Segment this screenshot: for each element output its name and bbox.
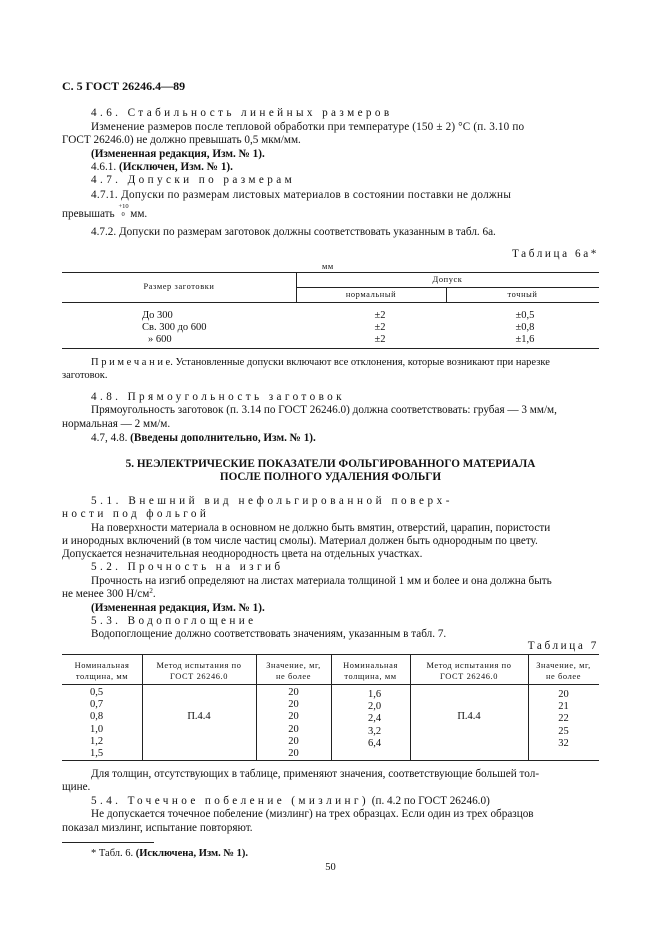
- table-7-cell: 22: [558, 713, 569, 725]
- paragraph-5-1-line3: Допускается незначительная неоднородность цвета на отдельных участках.: [62, 548, 423, 560]
- heading-5-1-line1: 5.1. Внешний вид нефольгированной поверх-: [91, 495, 454, 507]
- heading-5-4: [91, 795, 490, 808]
- paragraph-5-3: Водопоглощение должно соответствовать значениям, указанным в табл. 7.: [91, 628, 447, 640]
- heading-5-4-title: 5.4. Точечное побеление (мизлинг): [91, 795, 369, 807]
- table-7-cell: 20: [288, 687, 299, 698]
- table-6a-cell: ±2: [374, 310, 386, 321]
- heading-5-1-line2: ности под фольгой: [62, 508, 210, 520]
- table-6a-cell: ±2: [374, 334, 386, 346]
- table-7-cell: 3,2: [368, 725, 382, 737]
- table-6a-size-column: [142, 310, 207, 347]
- paragraph-after-table-7-line1: Для толщин, отсутствующих в таблице, применяют значения, соответствующие большей тол-: [91, 768, 540, 780]
- table-7-cell: 20: [288, 747, 299, 759]
- table-6a-note-line2: заготовок.: [62, 370, 108, 381]
- table-7-cell: 2,0: [368, 701, 382, 713]
- table-6a-cell: До 300: [142, 310, 173, 321]
- table-6a-header-normal: нормальный: [345, 290, 397, 299]
- table-7-header-value-left: Значение, мг, не более: [266, 661, 321, 681]
- table-7-cell: 1,5: [90, 747, 104, 759]
- table-7-right-method: П.4.4: [457, 711, 481, 722]
- paragraph-4-6-line1: Изменение размеров после тепловой обработки при температуре (150 ± 2) °С (п. 3.10 по: [91, 121, 525, 133]
- paragraph-4-8-line2: нормальная — 2 мм/м.: [62, 418, 171, 430]
- table-7-header-method-right: Метод испытания по ГОСТ 26246.0: [426, 661, 512, 681]
- heading-4-6: 4.6. Стабильность линейных размеров: [91, 107, 393, 119]
- paragraph-5-1-line1: На поверхности материала в основном не должно быть вмятин, отверстий, царапин, пористости: [91, 522, 551, 534]
- paragraph-4-8-line1: Прямоугольность заготовок (п. 3.14 по ГОСТ 26246.0) должна соответствовать: грубая — 3 мм/м,: [91, 404, 557, 416]
- table-7-cell: 20: [288, 699, 299, 711]
- heading-5-3: 5.3. Водопоглощение: [91, 615, 257, 627]
- edit-note-4-6: (Измененная редакция, Изм. № 1).: [91, 148, 265, 160]
- table-6a-header-tolerance: Допуск: [432, 275, 463, 284]
- added-note-4-7-4-8: 4.7, 4.8. (Введены дополнительно, Изм. № 1).: [91, 432, 316, 444]
- table-7-left-thickness: [90, 687, 103, 760]
- table-6a-header-precise: точный: [507, 290, 538, 299]
- table-7-header-value-right: Значение, мг, не более: [536, 661, 591, 681]
- table-6a-cell: ±1,6: [515, 334, 535, 346]
- table-6a-caption: Таблица 6а*: [511, 248, 599, 260]
- tolerance-upper: +10: [118, 203, 129, 210]
- superscript: 2: [149, 587, 153, 595]
- table-6a-note-line1: П р и м е ч а н и е. Установленные допуски включают все отклонения, которые возникают при нарезке: [91, 357, 550, 368]
- table-7-cell: 0,8: [90, 711, 104, 723]
- heading-4-8: 4.8. Прямоугольность заготовок: [91, 391, 346, 403]
- paragraph-4-7-1-line1: 4.7.1. Допуски по размерам листовых материалов в состоянии поставки не должны: [91, 189, 512, 201]
- edit-note-5-2: (Измененная редакция, Изм. № 1).: [91, 602, 265, 614]
- table-7-right-values: [528, 689, 599, 750]
- heading-4-7: 4.7. Допуски по размерам: [91, 174, 296, 186]
- table-7-cell: 25: [558, 725, 569, 737]
- table-7-cell: 32: [558, 737, 569, 749]
- table-7-cell: 20: [288, 723, 299, 735]
- table-6a-cell: ±2: [374, 322, 386, 334]
- tolerance-lower: 0: [121, 211, 125, 218]
- table-6a-cell: ±0,5: [515, 310, 535, 321]
- table-7-cell: 1,2: [90, 735, 104, 747]
- paragraph-4-6-1: 4.6.1. (Исключен, Изм. № 1).: [91, 161, 233, 173]
- paragraph-5-1-line2: и инородных включений (в том числе частиц смолы). Материал должен быть однородным по цвету.: [62, 535, 538, 547]
- table-6a-cell: ±0,8: [515, 322, 535, 334]
- table-7-header-thickness-left: Номинальная толщина, мм: [74, 661, 130, 681]
- table-6a-unit: мм: [322, 262, 334, 271]
- table-7-cell: 6,4: [368, 737, 382, 749]
- table-7-cell: 0,5: [90, 687, 104, 698]
- paragraph-after-table-7-line2: щине.: [62, 781, 91, 793]
- table-7-cell: 2,4: [368, 713, 382, 725]
- table-7-right-thickness: [368, 689, 381, 750]
- table-7-caption: Таблица 7: [527, 640, 599, 652]
- tolerance-stack: [117, 203, 129, 220]
- footnote: * Табл. 6. (Исключена, Изм. № 1).: [91, 848, 248, 859]
- table-7-cell: 1,6: [368, 689, 382, 700]
- heading-5-4-ref: (п. 4.2 по ГОСТ 26246.0): [371, 795, 490, 807]
- footnote-separator: [62, 842, 154, 843]
- paragraph-5-4-line2: показал мизлинг, испытание повторяют.: [62, 822, 253, 834]
- table-7-left-values: [256, 687, 331, 760]
- paragraph-4-7-1-line2: [62, 203, 148, 221]
- paragraph-5-4-line1: Не допускается точечное побеление (мизлинг) на трех образцах. Если один из трех образцов: [91, 808, 534, 820]
- heading-5-2: 5.2. Прочность на изгиб: [91, 561, 284, 573]
- table-7-cell: 20: [288, 735, 299, 747]
- tolerance-prefix: превышать: [62, 208, 115, 220]
- table-7-header-thickness-right: Номинальная толщина, мм: [343, 661, 398, 681]
- table-7-cell: 20: [558, 689, 569, 700]
- paragraph-5-2-line1: Прочность на изгиб определяют на листах материала толщиной 1 мм и более и она должна быть: [91, 575, 552, 587]
- table-7-left-method: П.4.4: [187, 711, 211, 722]
- paragraph-5-2-line2: [62, 588, 156, 602]
- period: .: [152, 588, 156, 600]
- table-6a-header-size: Размер заготовки: [143, 282, 215, 291]
- section-5-title-line1: 5. НЕЭЛЕКТРИЧЕСКИЕ ПОКАЗАТЕЛИ ФОЛЬГИРОВАННОГО МАТЕРИАЛА: [125, 458, 536, 470]
- table-6a-cell: Св. 300 до 600: [142, 322, 207, 334]
- table-7-cell: 21: [558, 701, 569, 713]
- table-7-header-method-left: Метод испытания по ГОСТ 26246.0: [156, 661, 242, 681]
- page-number: 50: [325, 862, 336, 873]
- section-5-title-line2: ПОСЛЕ ПОЛНОГО УДАЛЕНИЯ ФОЛЬГИ: [219, 471, 442, 483]
- table-7-cell: 20: [288, 711, 299, 723]
- table-6a-precise-column: [485, 310, 565, 347]
- page-header: С. 5 ГОСТ 26246.4—89: [62, 79, 186, 93]
- table-6a-normal-column: [340, 310, 420, 347]
- table-6a-cell: » 600: [148, 334, 172, 346]
- table-7-cell: 0,7: [90, 699, 104, 711]
- paragraph-4-7-2: 4.7.2. Допуски по размерам заготовок должны соответствовать указанным в табл. 6а.: [91, 226, 496, 238]
- tolerance-suffix: мм.: [130, 208, 148, 220]
- table-7-cell: 1,0: [90, 723, 104, 735]
- paragraph-4-6-line2: ГОСТ 26246.0) не должно превышать 0,5 мкм/мм.: [62, 134, 301, 146]
- bending-strength-value: не менее 300 Н/см: [62, 588, 150, 600]
